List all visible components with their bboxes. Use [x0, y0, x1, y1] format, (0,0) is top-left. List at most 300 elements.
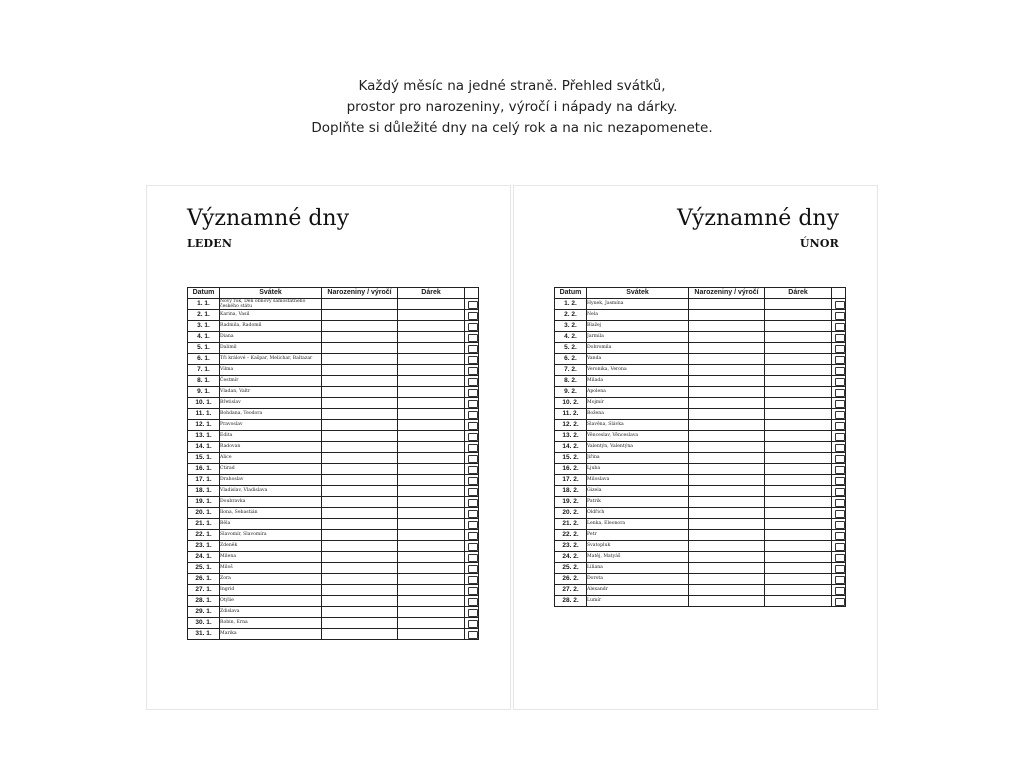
checkbox[interactable] [835, 334, 845, 342]
table-row [188, 486, 479, 497]
checkbox-cell [465, 442, 479, 453]
row-date: 12. 2. [555, 420, 587, 431]
checkbox[interactable] [468, 488, 478, 496]
gift-cell[interactable] [765, 574, 832, 585]
row-date: 4. 2. [555, 332, 587, 343]
checkbox[interactable] [835, 433, 845, 441]
birthday-cell[interactable] [322, 629, 398, 640]
birthday-cell[interactable] [689, 486, 765, 497]
checkbox[interactable] [468, 543, 478, 551]
page-january [146, 185, 511, 710]
gift-cell[interactable] [765, 596, 832, 607]
birthday-cell[interactable] [322, 376, 398, 387]
gift-cell[interactable] [398, 376, 465, 387]
gift-cell[interactable] [398, 299, 465, 310]
table-row [555, 530, 846, 541]
checkbox-cell [832, 387, 846, 398]
row-date: 14. 2. [555, 442, 587, 453]
gift-cell[interactable] [765, 310, 832, 321]
checkbox[interactable] [468, 433, 478, 441]
row-name-day: Lumír [587, 596, 689, 607]
table-row [555, 387, 846, 398]
gift-cell[interactable] [765, 519, 832, 530]
checkbox[interactable] [835, 356, 845, 364]
gift-cell[interactable] [398, 508, 465, 519]
row-date: 7. 1. [188, 365, 220, 376]
table-row [555, 409, 846, 420]
row-name-day: Milena [220, 552, 322, 563]
checkbox-cell [832, 442, 846, 453]
checkbox[interactable] [835, 576, 845, 584]
birthday-cell[interactable] [689, 376, 765, 387]
birthday-cell[interactable] [322, 299, 398, 310]
gift-cell[interactable] [398, 563, 465, 574]
checkbox-cell [832, 343, 846, 354]
birthday-cell[interactable] [322, 486, 398, 497]
checkbox-cell [832, 486, 846, 497]
gift-cell[interactable] [765, 486, 832, 497]
birthday-cell[interactable] [322, 332, 398, 343]
row-name-day: Alice [220, 453, 322, 464]
checkbox[interactable] [468, 323, 478, 331]
row-date: 27. 2. [555, 585, 587, 596]
row-date: 3. 1. [188, 321, 220, 332]
birthday-cell[interactable] [322, 365, 398, 376]
checkbox[interactable] [468, 367, 478, 375]
gift-cell[interactable] [398, 475, 465, 486]
checkbox[interactable] [468, 301, 478, 309]
birthday-cell[interactable] [322, 475, 398, 486]
table-row [555, 354, 846, 365]
checkbox-cell [465, 618, 479, 629]
table-row [555, 475, 846, 486]
table-row [188, 508, 479, 519]
table-row [555, 552, 846, 563]
table-row [188, 343, 479, 354]
gift-cell[interactable] [398, 343, 465, 354]
checkbox[interactable] [835, 367, 845, 375]
checkbox[interactable] [835, 488, 845, 496]
birthday-cell[interactable] [689, 519, 765, 530]
gift-cell[interactable] [765, 464, 832, 475]
gift-cell[interactable] [765, 530, 832, 541]
checkbox[interactable] [468, 334, 478, 342]
row-name-day: Matěj, Matyáš [587, 552, 689, 563]
birthday-cell[interactable] [322, 453, 398, 464]
gift-cell[interactable] [765, 332, 832, 343]
checkbox[interactable] [835, 378, 845, 386]
row-name-day: Zdislava [220, 607, 322, 618]
checkbox[interactable] [835, 389, 845, 397]
birthday-cell[interactable] [689, 541, 765, 552]
gift-cell[interactable] [398, 618, 465, 629]
checkbox[interactable] [468, 345, 478, 353]
birthday-cell[interactable] [689, 321, 765, 332]
row-name-day: Slavomír, Slavomíra [220, 530, 322, 541]
table-row [188, 519, 479, 530]
birthday-cell[interactable] [322, 343, 398, 354]
gift-cell[interactable] [765, 365, 832, 376]
table-row [188, 365, 479, 376]
checkbox[interactable] [468, 356, 478, 364]
row-name-day: Dobromila [587, 343, 689, 354]
row-date: 15. 1. [188, 453, 220, 464]
birthday-cell[interactable] [322, 585, 398, 596]
table-row [188, 376, 479, 387]
birthday-cell[interactable] [322, 618, 398, 629]
header-check-spacer [832, 288, 846, 299]
gift-cell[interactable] [398, 365, 465, 376]
checkbox[interactable] [468, 389, 478, 397]
gift-cell[interactable] [765, 398, 832, 409]
checkbox-cell [465, 387, 479, 398]
checkbox-cell [832, 541, 846, 552]
gift-cell[interactable] [765, 453, 832, 464]
birthday-cell[interactable] [322, 541, 398, 552]
checkbox[interactable] [835, 565, 845, 573]
gift-cell[interactable] [765, 552, 832, 563]
row-date: 6. 1. [188, 354, 220, 365]
checkbox[interactable] [468, 609, 478, 617]
checkbox-cell [465, 343, 479, 354]
birthday-cell[interactable] [689, 497, 765, 508]
birthday-cell[interactable] [689, 310, 765, 321]
checkbox[interactable] [835, 444, 845, 452]
birthday-cell[interactable] [689, 585, 765, 596]
birthday-cell[interactable] [689, 343, 765, 354]
checkbox[interactable] [468, 455, 478, 463]
table-header-row [555, 288, 846, 299]
checkbox[interactable] [835, 532, 845, 540]
birthday-cell[interactable] [689, 453, 765, 464]
table-row [188, 629, 479, 640]
table-row [188, 618, 479, 629]
birthday-cell[interactable] [322, 497, 398, 508]
checkbox[interactable] [835, 312, 845, 320]
checkbox-cell [465, 629, 479, 640]
checkbox[interactable] [468, 466, 478, 474]
holiday-table [554, 287, 846, 607]
birthday-cell[interactable] [322, 387, 398, 398]
row-date: 9. 2. [555, 387, 587, 398]
birthday-cell[interactable] [689, 464, 765, 475]
checkbox[interactable] [835, 455, 845, 463]
table-row [188, 464, 479, 475]
row-date: 5. 1. [188, 343, 220, 354]
table-row [188, 497, 479, 508]
birthday-cell[interactable] [689, 365, 765, 376]
row-name-day: Zora [220, 574, 322, 585]
gift-cell[interactable] [398, 574, 465, 585]
row-date: 27. 1. [188, 585, 220, 596]
gift-cell[interactable] [398, 629, 465, 640]
checkbox[interactable] [468, 576, 478, 584]
birthday-cell[interactable] [322, 552, 398, 563]
birthday-cell[interactable] [322, 310, 398, 321]
birthday-cell[interactable] [322, 530, 398, 541]
birthday-cell[interactable] [689, 354, 765, 365]
table-row [555, 431, 846, 442]
table-row [555, 420, 846, 431]
birthday-cell[interactable] [322, 420, 398, 431]
birthday-cell[interactable] [689, 442, 765, 453]
gift-cell[interactable] [765, 420, 832, 431]
table-row [555, 453, 846, 464]
birthday-cell[interactable] [689, 530, 765, 541]
birthday-cell[interactable] [689, 508, 765, 519]
table-row [555, 376, 846, 387]
checkbox[interactable] [835, 323, 845, 331]
birthday-cell[interactable] [322, 596, 398, 607]
checkbox[interactable] [468, 598, 478, 606]
birthday-cell[interactable] [689, 398, 765, 409]
checkbox-cell [465, 607, 479, 618]
checkbox-cell [832, 431, 846, 442]
birthday-cell[interactable] [322, 321, 398, 332]
checkbox[interactable] [835, 411, 845, 419]
table-row [188, 574, 479, 585]
birthday-cell[interactable] [689, 332, 765, 343]
row-name-day: Ljuba [587, 464, 689, 475]
checkbox-cell [465, 420, 479, 431]
checkbox[interactable] [468, 378, 478, 386]
row-name-day: Jarmila [587, 332, 689, 343]
row-name-day: Karina, Vasil [220, 310, 322, 321]
table-row [188, 530, 479, 541]
checkbox[interactable] [468, 587, 478, 595]
checkbox-cell [832, 497, 846, 508]
birthday-cell[interactable] [322, 574, 398, 585]
table-row [555, 508, 846, 519]
row-date: 2. 1. [188, 310, 220, 321]
row-date: 22. 2. [555, 530, 587, 541]
checkbox[interactable] [835, 499, 845, 507]
row-date: 16. 1. [188, 464, 220, 475]
gift-cell[interactable] [398, 409, 465, 420]
checkbox[interactable] [468, 631, 478, 639]
gift-cell[interactable] [765, 508, 832, 519]
row-date: 5. 2. [555, 343, 587, 354]
row-name-day: Dorota [587, 574, 689, 585]
checkbox[interactable] [468, 444, 478, 452]
row-date: 19. 1. [188, 497, 220, 508]
birthday-cell[interactable] [689, 387, 765, 398]
birthday-cell[interactable] [689, 299, 765, 310]
table-row [188, 332, 479, 343]
row-date: 17. 2. [555, 475, 587, 486]
checkbox-cell [832, 596, 846, 607]
birthday-cell[interactable] [689, 574, 765, 585]
row-date: 25. 1. [188, 563, 220, 574]
intro-line: Každý měsíc na jedné straně. Přehled svátků, [358, 78, 666, 94]
birthday-cell[interactable] [689, 420, 765, 431]
checkbox[interactable] [835, 543, 845, 551]
birthday-cell[interactable] [322, 442, 398, 453]
checkbox[interactable] [835, 598, 845, 606]
checkbox[interactable] [468, 411, 478, 419]
gift-cell[interactable] [398, 310, 465, 321]
birthday-cell[interactable] [689, 431, 765, 442]
gift-cell[interactable] [765, 387, 832, 398]
row-date: 26. 2. [555, 574, 587, 585]
checkbox[interactable] [835, 477, 845, 485]
row-date: 18. 1. [188, 486, 220, 497]
table-row [555, 541, 846, 552]
birthday-cell[interactable] [322, 431, 398, 442]
gift-cell[interactable] [765, 354, 832, 365]
birthday-cell[interactable] [322, 398, 398, 409]
birthday-cell[interactable] [322, 508, 398, 519]
checkbox[interactable] [468, 554, 478, 562]
row-name-day: Robin, Erna [220, 618, 322, 629]
gift-cell[interactable] [398, 541, 465, 552]
header-date: Datum [188, 288, 220, 299]
gift-cell[interactable] [398, 398, 465, 409]
table-row [188, 409, 479, 420]
checkbox[interactable] [468, 312, 478, 320]
checkbox-cell [465, 574, 479, 585]
gift-cell[interactable] [765, 299, 832, 310]
gift-cell[interactable] [765, 475, 832, 486]
checkbox[interactable] [468, 565, 478, 573]
checkbox[interactable] [468, 499, 478, 507]
row-name-day: Bohdana, Teodora [220, 409, 322, 420]
gift-cell[interactable] [765, 321, 832, 332]
birthday-cell[interactable] [322, 607, 398, 618]
gift-cell[interactable] [398, 497, 465, 508]
row-date: 23. 2. [555, 541, 587, 552]
row-name-day: Gizela [587, 486, 689, 497]
birthday-cell[interactable] [322, 464, 398, 475]
gift-cell[interactable] [765, 563, 832, 574]
birthday-cell[interactable] [322, 409, 398, 420]
gift-cell[interactable] [765, 376, 832, 387]
birthday-cell[interactable] [322, 519, 398, 530]
checkbox[interactable] [468, 477, 478, 485]
gift-cell[interactable] [398, 332, 465, 343]
checkbox-cell [465, 365, 479, 376]
checkbox[interactable] [835, 510, 845, 518]
row-date: 6. 2. [555, 354, 587, 365]
gift-cell[interactable] [398, 321, 465, 332]
gift-cell[interactable] [398, 387, 465, 398]
row-name-day: Petr [587, 530, 689, 541]
row-name-day: Apolena [587, 387, 689, 398]
table-row [188, 552, 479, 563]
row-date: 20. 2. [555, 508, 587, 519]
table-row [188, 585, 479, 596]
gift-cell[interactable] [398, 420, 465, 431]
row-date: 17. 1. [188, 475, 220, 486]
checkbox[interactable] [468, 510, 478, 518]
checkbox[interactable] [835, 554, 845, 562]
checkbox[interactable] [468, 422, 478, 430]
checkbox-cell [832, 519, 846, 530]
gift-cell[interactable] [398, 552, 465, 563]
checkbox-cell [465, 299, 479, 310]
gift-cell[interactable] [765, 409, 832, 420]
checkbox-cell [832, 321, 846, 332]
row-date: 1. 2. [555, 299, 587, 310]
gift-cell[interactable] [398, 519, 465, 530]
checkbox[interactable] [835, 422, 845, 430]
gift-cell[interactable] [398, 585, 465, 596]
row-date: 4. 1. [188, 332, 220, 343]
gift-cell[interactable] [398, 442, 465, 453]
checkbox-cell [465, 409, 479, 420]
birthday-cell[interactable] [689, 552, 765, 563]
checkbox[interactable] [835, 400, 845, 408]
row-name-day: Vladislav, Vladislava [220, 486, 322, 497]
row-date: 20. 1. [188, 508, 220, 519]
checkbox[interactable] [468, 620, 478, 628]
checkbox-cell [465, 376, 479, 387]
checkbox[interactable] [835, 466, 845, 474]
gift-cell[interactable] [398, 464, 465, 475]
checkbox-cell [465, 497, 479, 508]
gift-cell[interactable] [398, 530, 465, 541]
checkbox[interactable] [468, 400, 478, 408]
table-row [188, 321, 479, 332]
birthday-cell[interactable] [322, 563, 398, 574]
gift-cell[interactable] [398, 354, 465, 365]
checkbox[interactable] [835, 587, 845, 595]
gift-cell[interactable] [765, 497, 832, 508]
holiday-table [187, 287, 479, 640]
gift-cell[interactable] [398, 607, 465, 618]
gift-cell[interactable] [765, 442, 832, 453]
birthday-cell[interactable] [689, 475, 765, 486]
birthday-cell[interactable] [689, 563, 765, 574]
gift-cell[interactable] [765, 343, 832, 354]
checkbox-cell [832, 563, 846, 574]
table-row [188, 563, 479, 574]
checkbox-cell [832, 464, 846, 475]
checkbox[interactable] [835, 521, 845, 529]
table-row [555, 310, 846, 321]
table-row [555, 596, 846, 607]
row-date: 21. 1. [188, 519, 220, 530]
gift-cell[interactable] [398, 596, 465, 607]
checkbox-cell [832, 376, 846, 387]
row-name-day: Hynek, Jasmína [587, 299, 689, 310]
row-date: 8. 1. [188, 376, 220, 387]
gift-cell[interactable] [398, 453, 465, 464]
row-name-day: Čestmír [220, 376, 322, 387]
checkbox-cell [465, 530, 479, 541]
row-date: 24. 2. [555, 552, 587, 563]
gift-cell[interactable] [765, 431, 832, 442]
gift-cell[interactable] [398, 486, 465, 497]
checkbox[interactable] [835, 345, 845, 353]
gift-cell[interactable] [765, 541, 832, 552]
row-name-day: Ilona, Sebastián [220, 508, 322, 519]
header-gift: Dárek [398, 288, 465, 299]
gift-cell[interactable] [765, 585, 832, 596]
table-row [555, 563, 846, 574]
row-date: 10. 1. [188, 398, 220, 409]
checkbox-cell [832, 299, 846, 310]
checkbox[interactable] [468, 521, 478, 529]
checkbox[interactable] [468, 532, 478, 540]
checkbox[interactable] [835, 301, 845, 309]
birthday-cell[interactable] [689, 596, 765, 607]
birthday-cell[interactable] [689, 409, 765, 420]
birthday-cell[interactable] [322, 354, 398, 365]
table-row [555, 585, 846, 596]
checkbox-cell [465, 585, 479, 596]
gift-cell[interactable] [398, 431, 465, 442]
